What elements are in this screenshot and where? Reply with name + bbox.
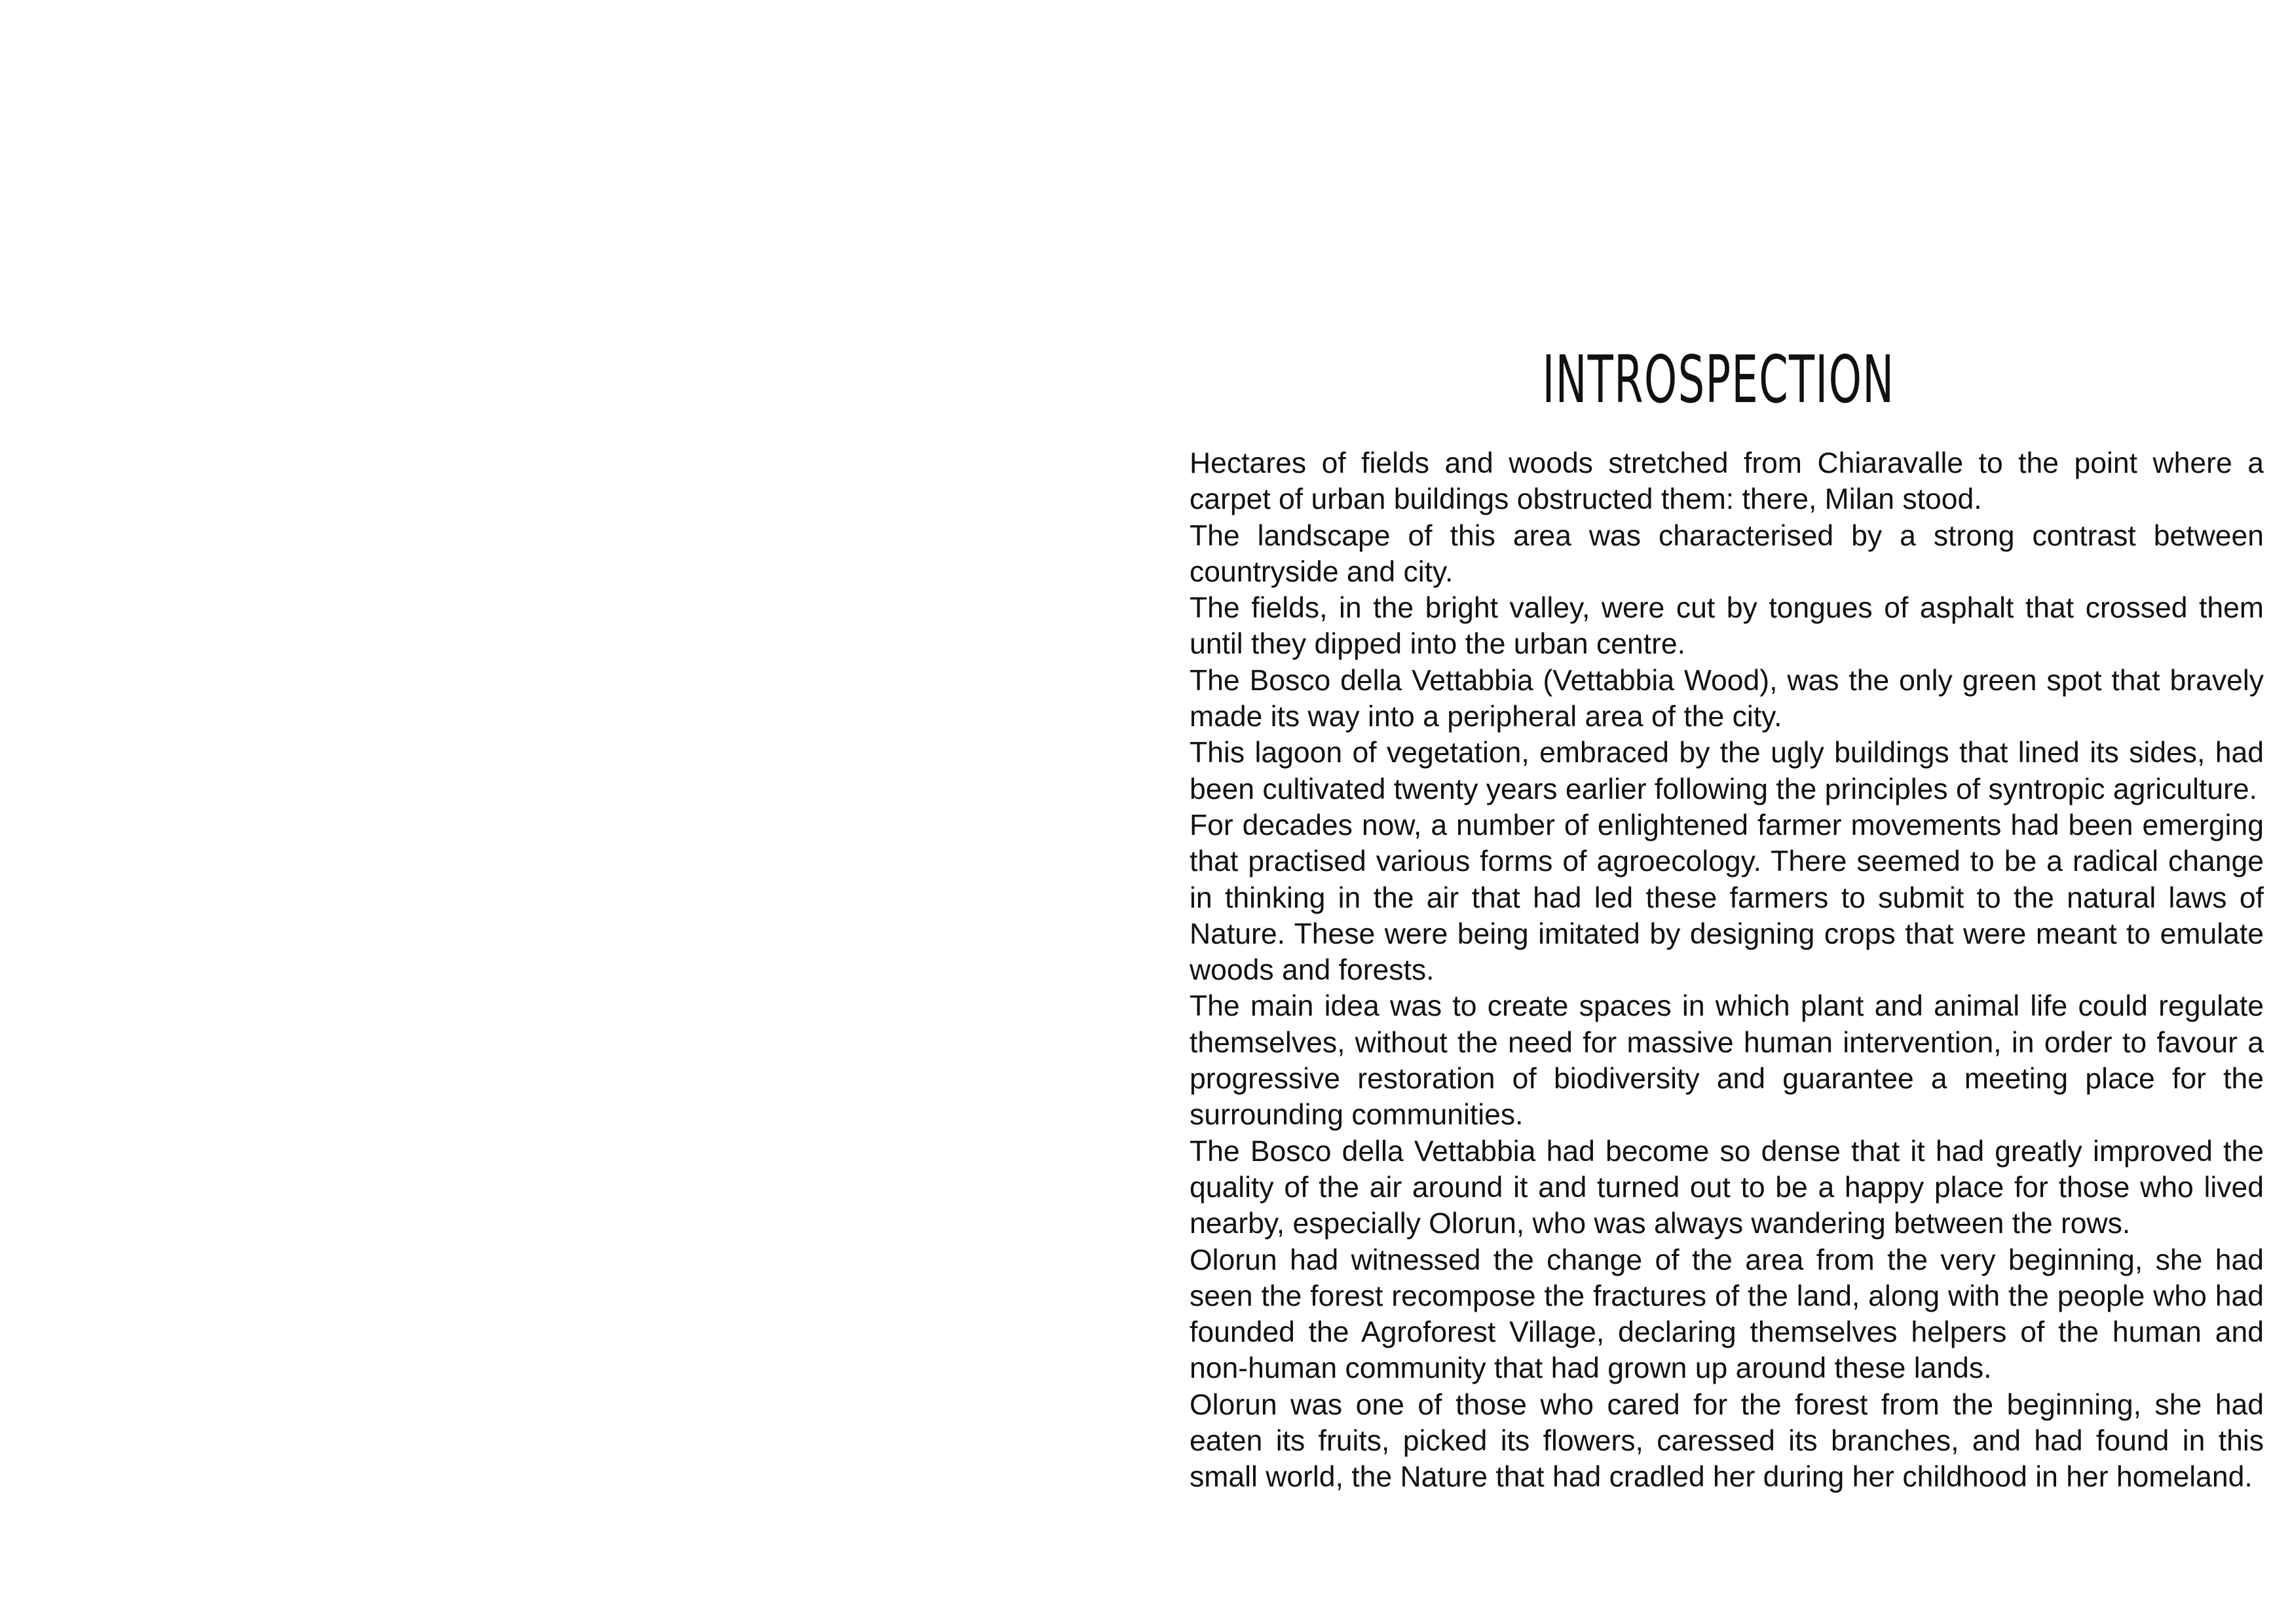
chapter-title: INTROSPECTION [1542, 341, 1895, 418]
paragraph-2: The landscape of this area was characterised by a strong contrast between countryside and city. [1190, 519, 2264, 588]
paragraph-10: Olorun was one of those who cared for the forest from the beginning, she had eaten its fruits, picked its flowers, caressed its branches, and had found in this small world, the Nature that had cradled her during her childhood in her homeland. [1190, 1388, 2264, 1494]
paragraph-5: This lagoon of vegetation, embraced by the ugly buildings that lined its sides, had been cultivated twenty years earlier following the principles of syntropic agriculture. [1190, 737, 2264, 805]
paragraph-4: The Bosco della Vettabbia (Vettabbia Wood), was the only green spot that bravely made its way into a peripheral area of the city. [1190, 664, 2264, 733]
paragraph-8: The Bosco della Vettabbia had become so dense that it had greatly improved the quality of the air around it and turned out to be a happy place for those who lived nearby, especially Olorun, who was always wandering between the rows. [1190, 1135, 2264, 1240]
paragraph-9: Olorun had witnessed the change of the area from the very beginning, she had seen the forest recompose the fractures of the land, along with the people who had founded the Agroforest Village, declaring themselves helpers of the human and non-human community that had grown up around these lands. [1190, 1244, 2264, 1385]
paragraph-6: For decades now, a number of enlightened farmer movements had been emerging that practised various forms of agroecology. There seemed to be a radical change in thinking in the air that had led these farmers to submit to the natural laws of Nature. These were being imitated by designing crops that were meant to emulate woods and forests. [1190, 809, 2264, 987]
paragraph-7: The main idea was to create spaces in which plant and animal life could regulate themselves, without the need for massive human intervention, in order to favour a progressive restoration of biodiversity and guarantee a meeting place for the surrounding communities. [1190, 990, 2264, 1132]
chapter-body [1190, 445, 2264, 1496]
paragraph-1: Hectares of fields and woods stretched from Chiaravalle to the point where a carpet of urban buildings obstructed them: there, Milan stood. [1190, 447, 2264, 516]
paragraph-3: The fields, in the bright valley, were cut by tongues of asphalt that crossed them until they dipped into the urban centre. [1190, 592, 2264, 661]
right-page [1145, 0, 2290, 1624]
